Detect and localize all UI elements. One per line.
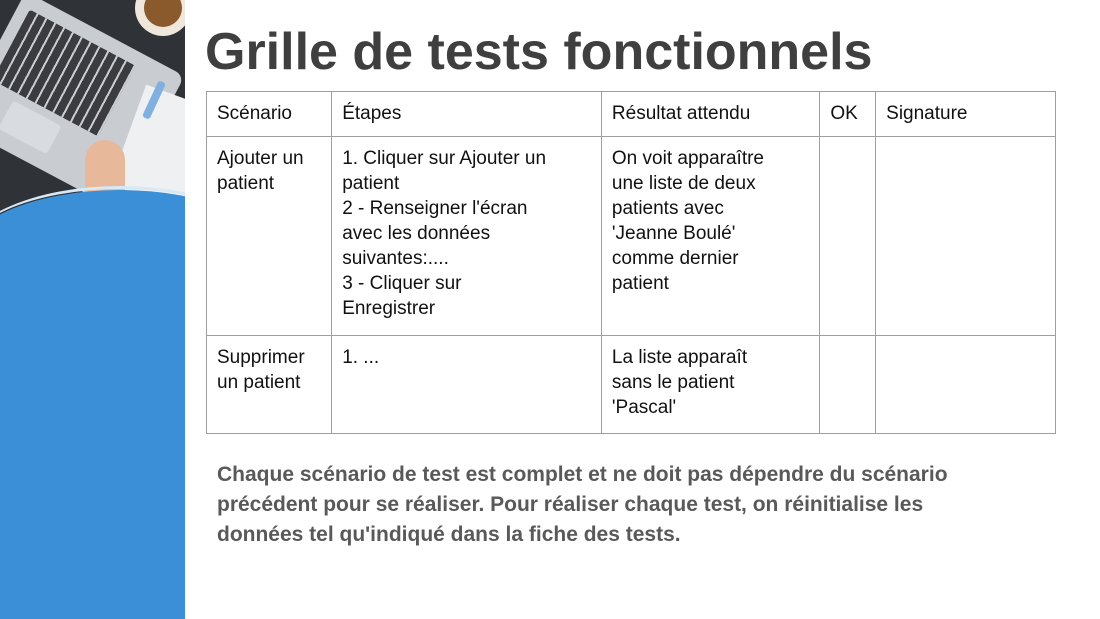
expected-text-line: 'Pascal' xyxy=(611,397,677,418)
table-row xyxy=(207,137,1056,336)
steps-text-line: Enregistrer xyxy=(342,298,436,319)
scenario-text-line: Supprimer xyxy=(217,347,305,368)
steps-text-line: avec les données xyxy=(342,223,491,244)
steps-text-line: suivantes:.... xyxy=(342,248,449,269)
wave-divider xyxy=(0,190,185,310)
table-header-row xyxy=(207,92,1056,137)
expected-text-line: patient xyxy=(611,273,669,294)
left-decorative-panel xyxy=(0,0,185,619)
coffee-shape xyxy=(144,0,182,27)
header-etapes: Étapes xyxy=(332,92,602,137)
steps-text-line: 1. Cliquer sur Ajouter un xyxy=(342,148,547,169)
steps-text-line: patient xyxy=(342,173,400,194)
note-text-line: précédent pour se réaliser. Pour réaliser chaque test, on réinitialise les xyxy=(217,493,924,516)
header-ok: OK xyxy=(820,92,876,137)
cell-ok xyxy=(820,137,876,336)
steps-text-line: 3 - Cliquer sur xyxy=(342,273,462,294)
expected-text-line: une liste de deux xyxy=(611,173,756,194)
expected-text-line: La liste apparaît xyxy=(611,347,748,368)
note-text-line: Chaque scénario de test est complet et ne doit pas dépendre du scénario xyxy=(217,463,948,486)
expected-text-line: 'Jeanne Boulé' xyxy=(611,223,736,244)
cell-signature xyxy=(876,137,1056,336)
table-row xyxy=(207,336,1056,434)
expected-text-line: comme dernier xyxy=(611,248,739,269)
expected-text-line: On voit apparaître xyxy=(611,148,764,169)
coffee-cup-shape xyxy=(135,0,185,36)
expected-text-line: sans le patient xyxy=(611,372,735,393)
header-signature: Signature xyxy=(876,92,1056,137)
cell-signature xyxy=(876,336,1056,434)
note-text-line: données tel qu'indiqué dans la fiche des tests. xyxy=(217,523,681,546)
steps-text-line: 2 - Renseigner l'écran xyxy=(342,198,528,219)
expected-text-line: patients avec xyxy=(611,198,724,219)
cell-ok xyxy=(820,336,876,434)
header-scenario: Scénario xyxy=(207,92,332,137)
scenario-text-line: Ajouter un xyxy=(217,148,304,169)
slide-title: Grille de tests fonctionnels xyxy=(205,23,873,81)
cell-resultat-attendu xyxy=(601,336,820,434)
steps-text-line: 1. ... xyxy=(342,347,380,368)
scenario-text-line: patient xyxy=(217,173,275,194)
scenario-text-line: un patient xyxy=(217,372,301,393)
cell-etapes xyxy=(332,137,602,336)
test-grid-table xyxy=(206,91,1056,434)
explanation-note xyxy=(217,460,1087,550)
header-resultat-attendu: Résultat attendu xyxy=(601,92,820,137)
cell-scenario xyxy=(207,336,332,434)
cell-etapes xyxy=(332,336,602,434)
cell-scenario xyxy=(207,137,332,336)
cell-resultat-attendu xyxy=(601,137,820,336)
